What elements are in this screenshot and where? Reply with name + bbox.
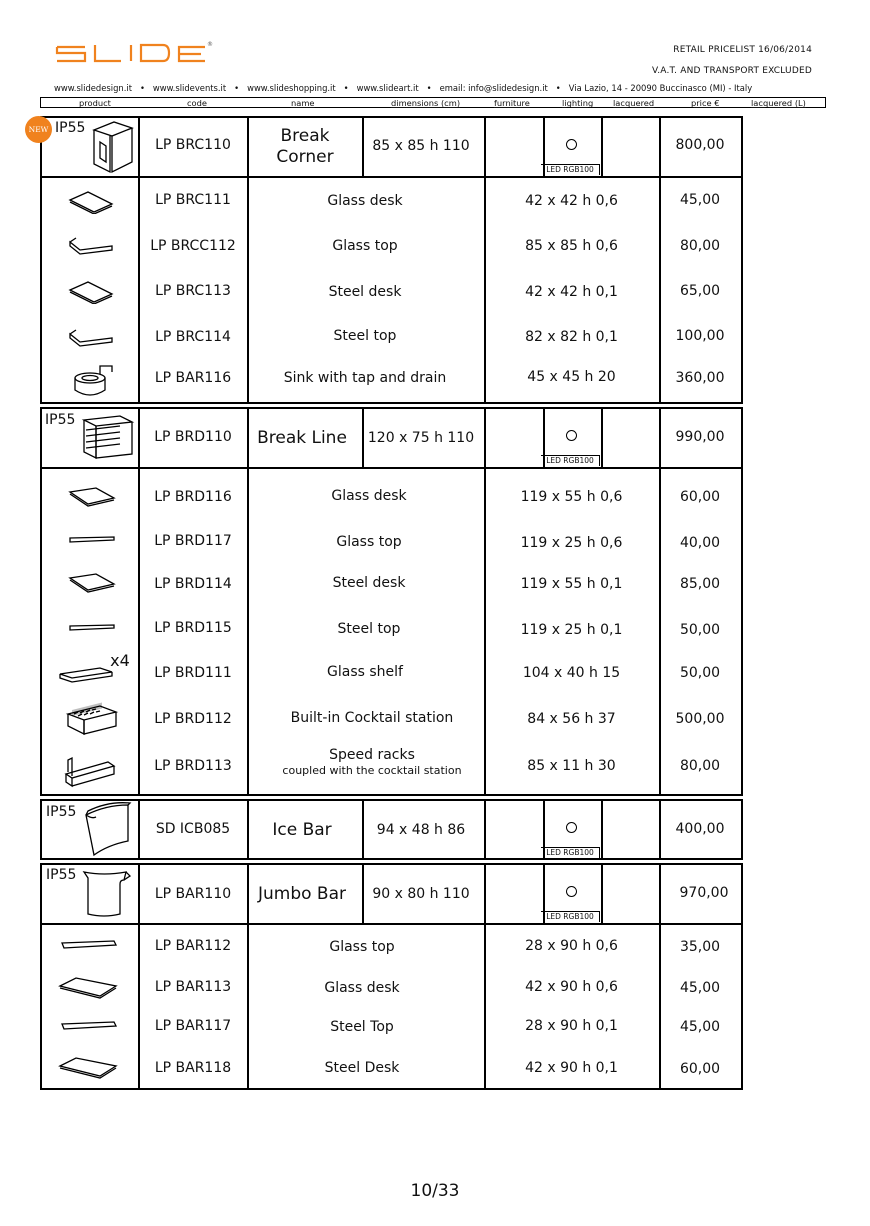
jumbo-bar-icon [80,866,134,920]
accessory-code: LP BRCC112 [150,238,236,254]
accessory-name-main: Speed racks [329,747,415,763]
accessory-name: Glass shelf [327,664,403,680]
led-label: LED RGB100 [541,911,600,922]
accessory-name: Steel Desk [324,1060,400,1076]
accessory-dimensions: 42 x 42 h 0,6 [525,193,618,209]
col-name: name [291,98,315,108]
accessory-dimensions: 119 x 55 h 0,6 [520,489,623,505]
accessory-name: Glass desk [327,193,403,209]
pricelist-title: RETAIL PRICELIST 16/06/2014 [673,45,812,55]
led-label: LED RGB100 [541,847,600,858]
accessory-price: 65,00 [679,283,721,299]
accessory-dimensions: 119 x 25 h 0,1 [520,622,623,638]
accessory-code: LP BRD112 [154,711,232,727]
accessory-dimensions: 28 x 90 h 0,6 [525,938,618,954]
accessory-name: Steel top [333,328,397,344]
ip-rating: IP55 [45,412,76,428]
ice-bar-icon [82,801,134,857]
accessory-name: Glass top [329,939,395,955]
accessory-dimensions: 85 x 85 h 0,6 [525,238,618,254]
led-label: LED RGB100 [541,455,600,466]
accessory-name: Glass top [332,238,398,254]
accessory-price: 45,00 [679,192,721,208]
accessory-name: Glass desk [324,980,400,996]
accessory-name: Sink with tap and drain [283,370,447,386]
product-code: LP BRD110 [154,429,232,445]
glass-desk-icon [56,974,120,1000]
svg-text:®: ® [207,41,213,48]
accessory-code: LP BAR113 [154,979,232,995]
accessory-price: 35,00 [679,939,721,955]
accessory-dimensions: 119 x 25 h 0,6 [520,535,623,551]
accessory-code: LP BAR118 [154,1060,232,1076]
glass-top-icon [66,534,118,546]
contact-link[interactable]: www.slidevents.it [152,83,227,93]
product-price: 990,00 [675,429,725,445]
accessory-price: 50,00 [679,665,721,681]
product-code: SD ICB085 [155,821,231,837]
contact-email[interactable]: email: info@slidedesign.it [439,83,548,93]
led-label: LED RGB100 [541,164,600,175]
led-indicator-icon [566,886,577,897]
break-corner-table [40,116,743,404]
col-product: product [79,98,111,108]
col-code: code [187,98,208,108]
accessory-name-sub: coupled with the cocktail station [282,764,462,777]
glass-desk-icon [66,486,118,508]
cocktail-station-icon [64,702,120,742]
accessory-dimensions: 45 x 45 h 20 [527,369,616,385]
break-corner-icon [88,118,136,174]
col-lighting: lighting [562,98,594,108]
accessory-name: Built-in Cocktail station [290,710,454,726]
contact-link[interactable]: www.slidedesign.it [54,83,132,93]
break-line-table [40,407,743,796]
accessory-price: 80,00 [679,238,721,254]
product-dimensions: 90 x 80 h 110 [372,886,470,902]
accessory-dimensions: 82 x 82 h 0,1 [525,329,618,345]
accessory-dimensions: 104 x 40 h 15 [522,665,621,681]
glass-shelf-icon [56,664,116,684]
accessory-code: LP BRD116 [154,489,232,505]
accessory-code: LP BRD117 [154,533,232,549]
ip-rating: IP55 [55,120,86,136]
accessory-code: LP BRD113 [154,758,232,774]
accessory-price: 50,00 [679,622,721,638]
accessory-price: 60,00 [679,1061,721,1077]
break-line-icon [80,412,136,464]
accessory-dimensions: 85 x 11 h 30 [527,758,616,774]
col-furniture: furniture [494,98,530,108]
product-code: LP BRC110 [155,137,231,153]
accessory-dimensions: 119 x 55 h 0,1 [520,576,623,592]
product-price: 970,00 [679,885,729,901]
product-price: 400,00 [675,821,725,837]
product-name-line1: Break [280,126,330,146]
steel-desk-icon [66,280,116,304]
accessory-price: 60,00 [679,489,721,505]
led-indicator-icon [566,139,577,150]
steel-desk-icon [56,1054,120,1080]
quantity-label: x4 [110,651,130,670]
product-dimensions: 120 x 75 h 110 [367,430,475,446]
page-number: 10/33 [410,1181,460,1201]
accessory-price: 40,00 [679,535,721,551]
speed-racks-icon [62,752,118,788]
product-name-line2: Corner [276,147,334,167]
accessory-name: Steel Top [330,1019,394,1035]
accessory-price: 45,00 [679,980,721,996]
product-dimensions: 85 x 85 h 110 [372,138,470,154]
accessory-name: Glass top [336,534,402,550]
product-name: Jumbo Bar [257,884,346,904]
glass-desk-icon [66,190,116,214]
accessory-name: Glass desk [331,488,407,504]
accessory-price: 100,00 [675,328,725,344]
accessory-dimensions: 42 x 90 h 0,1 [525,1060,618,1076]
accessory-code: LP BRD111 [154,665,232,681]
col-dimensions: dimensions (cm) [391,98,461,108]
accessory-name: Steel desk [332,575,406,591]
accessory-name: Steel desk [328,284,402,300]
slide-logo [55,40,215,68]
accessory-code: LP BAR112 [154,938,232,954]
steel-desk-icon [66,572,118,594]
column-header-bar [40,97,826,108]
accessory-code: LP BRD115 [154,620,232,636]
accessory-price: 80,00 [679,758,721,774]
col-lacquered: lacquered [613,98,655,108]
product-name: Break Line [257,428,347,448]
accessory-code: LP BAR116 [154,370,232,386]
accessory-name [247,747,497,779]
vat-note: V.A.T. AND TRANSPORT EXCLUDED [652,66,812,76]
product-dimensions: 94 x 48 h 86 [376,822,466,838]
accessory-dimensions: 42 x 90 h 0,6 [525,979,618,995]
product-code: LP BAR110 [154,886,232,902]
accessory-price: 500,00 [675,711,725,727]
accessory-price: 360,00 [675,370,725,386]
accessory-name: Steel top [337,621,401,637]
contact-address: Via Lazio, 14 - 20090 Buccinasco (MI) - Italy [568,83,753,93]
accessory-code: LP BRD114 [154,576,232,592]
accessory-code: LP BRC111 [155,192,231,208]
accessory-code: LP BAR117 [154,1018,232,1034]
product-name: Ice Bar [272,820,332,840]
led-indicator-icon [566,430,577,441]
new-badge: NEW [25,116,52,143]
accessory-code: LP BRC113 [155,283,231,299]
accessory-price: 85,00 [679,576,721,592]
col-price: price € [691,98,720,108]
accessory-dimensions: 28 x 90 h 0,1 [525,1018,618,1034]
accessory-price: 45,00 [679,1019,721,1035]
col-lacquered-l: lacquered (L) [751,98,806,108]
sink-icon [70,362,118,398]
contact-link[interactable]: www.slideart.it [356,83,419,93]
product-price: 800,00 [675,137,725,153]
glass-top-icon [66,236,116,256]
accessory-dimensions: 84 x 56 h 37 [527,711,616,727]
steel-top-icon [66,622,118,634]
glass-top-icon [58,938,120,952]
steel-top-icon [66,328,116,348]
ip-rating: IP55 [46,867,77,883]
steel-top-icon [58,1019,120,1033]
accessory-dimensions: 42 x 42 h 0,1 [525,284,618,300]
accessory-code: LP BRC114 [155,329,231,345]
led-indicator-icon [566,822,577,833]
contacts-line: www.slidedesign.it • www.slidevents.it • www.slideshopping.it • www.slideart.it • email: info@slidedesign.it • Via Lazio, 14 - 20090 Buccinasco (MI) - Italy [54,83,753,93]
ip-rating: IP55 [46,804,77,820]
contact-link[interactable]: www.slideshopping.it [247,83,336,93]
